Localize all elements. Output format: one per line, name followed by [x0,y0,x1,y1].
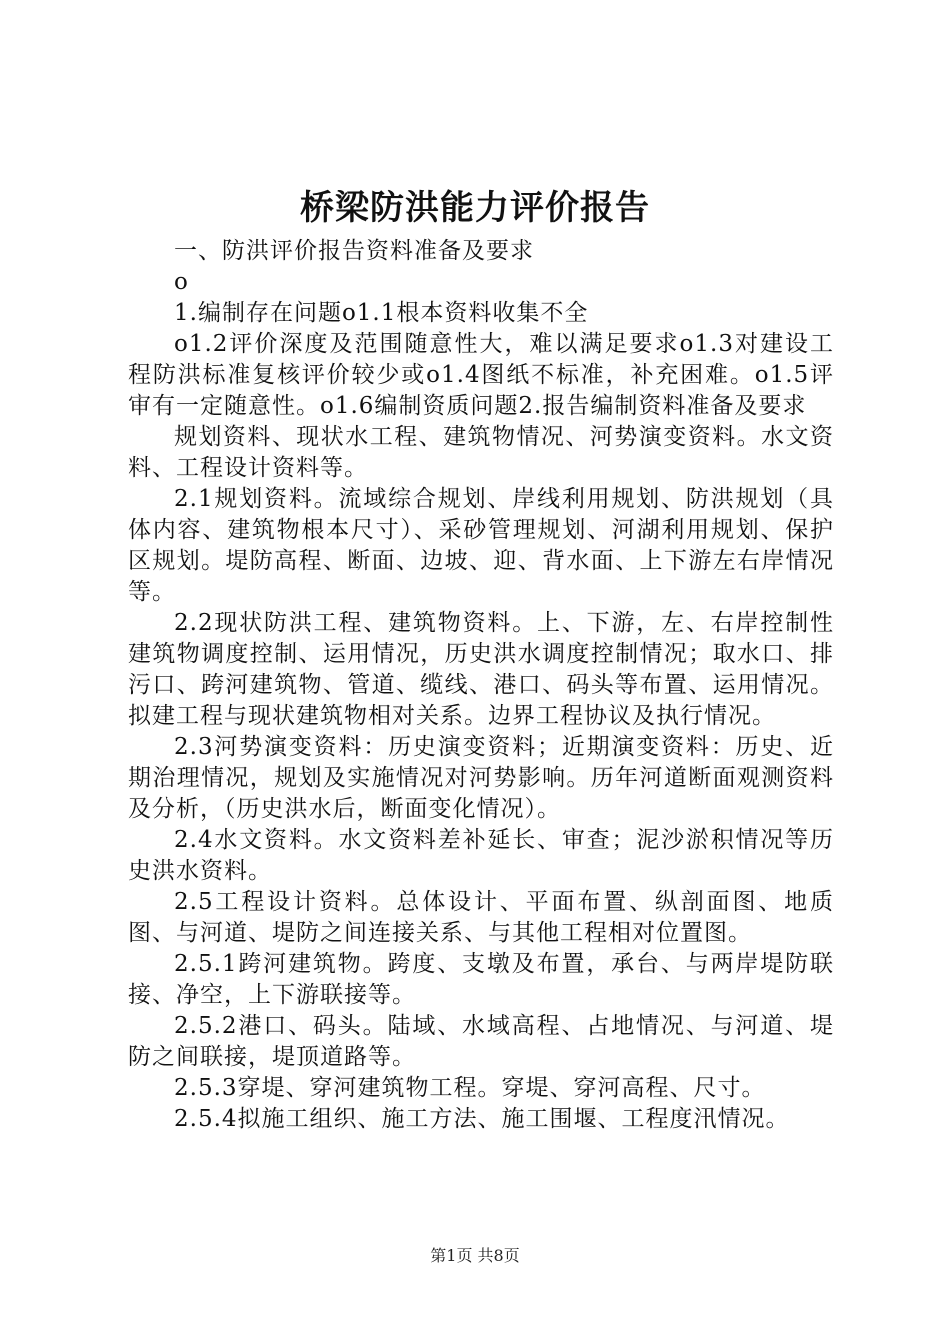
paragraph-14: 2.5.4拟施工组织、施工方法、施工围堰、工程度汛情况。 [174,1106,790,1132]
paragraph-12: 2.5.2港口、码头。陆域、水域高程、占地情况、与河道、堤防之间联接，堤顶道路等。 [128,1013,834,1070]
paragraph-1: 一、防洪评价报告资料准备及要求 [174,238,534,264]
paragraph-7: 2.2现状防洪工程、建筑物资料。上、下游，左、右岸控制性建筑物调度控制、运用情况，历史洪水调度控制情况；取水口、排污口、跨河建筑物、管道、缆线、港口、码头等布置、运用情况。拟建工程与现状建筑物相对关系。边界工程协议及执行情况。 [128,610,834,729]
paragraph-10: 2.5工程设计资料。总体设计、平面布置、纵剖面图、地质图、与河道、堤防之间连接关系、与其他工程相对位置图。 [128,889,834,946]
paragraph-4: o1.2评价深度及范围随意性大，难以满足要求o1.3对建设工程防洪标准复核评价较少或o1.4图纸不标准，补充困难。o1.5评审有一定随意性。o1.6编制资质问题2.报告编制资料准备及要求 [128,331,834,419]
paragraph-5: 规划资料、现状水工程、建筑物情况、河势演变资料。水文资料、工程设计资料等。 [128,424,834,481]
paragraph-2: o [174,269,189,295]
page-number-footer: 第1页 共8页 [430,1246,520,1265]
paragraph-3: 1.编制存在问题o1.1根本资料收集不全 [174,300,589,326]
paragraph-9: 2.4水文资料。水文资料差补延长、审查；泥沙淤积情况等历史洪水资料。 [128,827,834,884]
document-title: 桥梁防洪能力评价报告 [300,188,650,228]
paragraph-6: 2.1规划资料。流域综合规划、岸线利用规划、防洪规划（具体内容、建筑物根本尺寸）、采砂管理规划、河湖利用规划、保护区规划。堤防高程、断面、边坡、迎、背水面、上下游左右岸情况等。 [128,486,834,605]
document-body [128,236,834,1135]
paragraph-11: 2.5.1跨河建筑物。跨度、支墩及布置，承台、与两岸堤防联接、净空，上下游联接等。 [128,951,834,1008]
paragraph-8: 2.3河势演变资料：历史演变资料；近期演变资料：历史、近期治理情况，规划及实施情况对河势影响。历年河道断面观测资料及分析，（历史洪水后，断面变化情况）。 [128,734,834,822]
paragraph-13: 2.5.3穿堤、穿河建筑物工程。穿堤、穿河高程、尺寸。 [174,1075,766,1101]
